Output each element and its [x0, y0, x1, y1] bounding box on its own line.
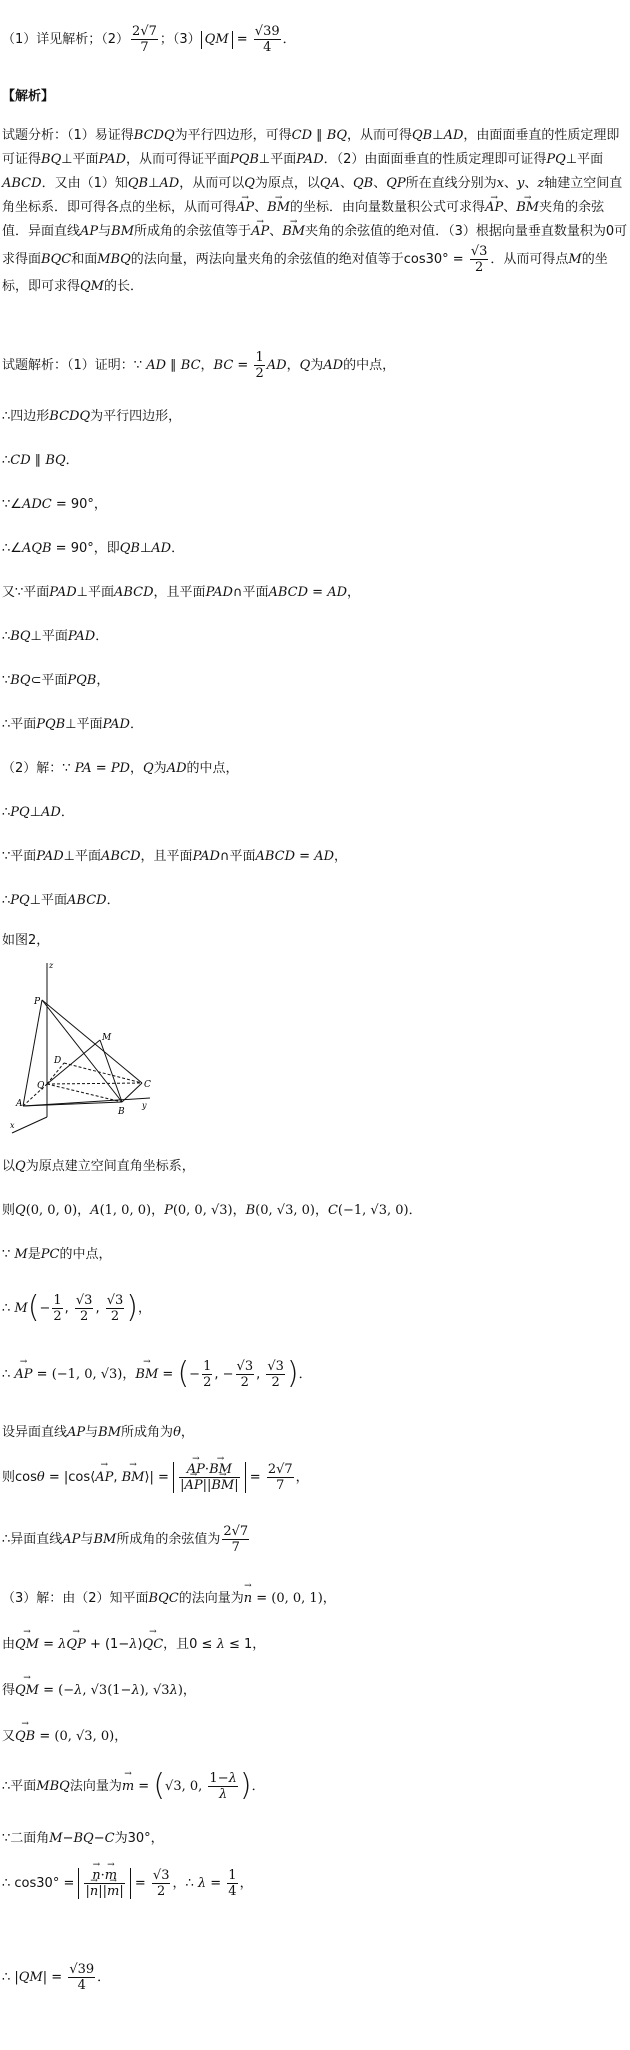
solution-line-27: ∴平面MBQ法向量为→ m = (√3, 0, $\frac{1-\lambda}{\lambda}$ )． [2, 1766, 628, 1807]
label-x: x [10, 1121, 15, 1130]
label-M: M [102, 1033, 112, 1043]
solution-line-26: 又→ QB = (0, √3, 0)， [2, 1728, 628, 1746]
label-P: P [34, 997, 41, 1007]
section-title: 【解析】 [2, 89, 55, 104]
solution-line-18: ∴ M(− $\frac{1}{2}$ , $\frac{√3}{2}$ , $\frac{√3}{2}$ )， [2, 1290, 152, 1325]
solution-line-2: ∴四边形BCDQ为平行四边形， [2, 409, 182, 424]
solution-line-1: 试题解析：（1）证明：∵ AD ∥ BC，BC = $\frac{1}{2}$ AD，Q为AD的中点， [2, 350, 396, 381]
solution-line-15: 以Q为原点建立空间直角坐标系， [2, 1159, 195, 1174]
solution-line-28: ∵二面角M−BQ−C为30°， [2, 1831, 164, 1846]
label-C: C [144, 1080, 151, 1090]
solution-line-24: 由→ QM = λ→ QP + (1−λ)→ QC，且0 ≤ λ ≤ 1， [2, 1636, 628, 1654]
solution-line-14: 如图2， [2, 933, 50, 948]
solution-line-19: ∴ → AP = (−1, 0, √3)，→ BM = (− $\frac{1}{2}$ , − $\frac{√3}{2}$ , $\frac{√3}{2}$ )． [2, 1354, 628, 1395]
label-A: A [16, 1099, 23, 1109]
label-D: D [54, 1056, 62, 1066]
solution-line-9: ∴平面PQB⊥平面PAD． [2, 717, 143, 732]
solution-line-10: （2）解：∵ PA = PD，Q为AD的中点， [2, 761, 239, 776]
solution-line-22: ∴异面直线AP与BM所成角的余弦值为 $\frac{2√7}{7}$ [2, 1524, 249, 1555]
solution-line-12: ∵平面PAD⊥平面ABCD，且平面PAD∩平面ABCD = AD， [2, 849, 348, 864]
solution-line-7: ∴BQ⊥平面PAD． [2, 629, 109, 644]
solution-line-4: ∵∠ADC = 90°， [2, 497, 107, 512]
answer-line: （1）详见解析；（2） $\frac{2√7}{7}$ ；（3） QM = $\frac{√39}{4}$ ． [2, 24, 296, 55]
label-B: B [118, 1107, 125, 1117]
solution-line-8: ∵BQ⊂平面PQB， [2, 673, 110, 688]
solution-line-20: 设异面直线AP与BM所成角为θ， [2, 1425, 194, 1440]
solution-line-13: ∴PQ⊥平面ABCD． [2, 893, 120, 908]
analysis-paragraph: 试题分析：（1）易证得BCDQ为平行四边形，可得CD ∥ BQ，从而可得QB⊥AD，由面面垂直的性质定理即可证得BQ⊥平面PAD，从而可得证平面PQB⊥平面PAD．（2）由面面垂直的性质定理即可证得PQ⊥平面ABCD．又由（1）知QB⊥AD，从而可以Q为原点，以QA、QB、QP所在直线分别为x、y、z轴建立空间直角坐标系．即可得各点的坐标，从而可得→ AP、→ BM的坐标．由向量数量积公式可求得→ AP、→ BM夹角的余弦值．异面直线AP与BM所成角的余弦值等于→ AP、→ BM夹角的余弦值的绝对值．（3）根据向量垂直数量积为0可求得面BQC和面MBQ的法向量，两法向量夹角的余弦值的绝对值等于cos30° = $\frac{√3}{2}$ ．从而可得点M的坐标，即可求得QM的长． [2, 124, 628, 299]
solution-line-25: 得→ QM = (−λ, √3(1−λ), √3λ)， [2, 1682, 628, 1700]
solution-line-29: ∴ cos30° = → $\frac{n\cdot\to m}{|\to n||\to m|}$ = $\frac{√3}{2}$ ，∴ λ = $\frac{1}{4}$ ， [2, 1868, 628, 1899]
solution-line-23: （3）解：由（2）知平面BQC的法向量为→ n = (0, 0, 1)， [2, 1590, 628, 1608]
solution-label: 试题解析： [2, 358, 68, 373]
solution-line-6: 又∵平面PAD⊥平面ABCD，且平面PAD∩平面ABCD = AD， [2, 585, 361, 600]
solution-line-21: 则cosθ = |cos⟨→ AP, → BM⟩| = → $\frac{AP\cdot\to BM}{|\to AP||\to BM|}$ = $\frac{2√7}{7}$ ， [2, 1462, 628, 1493]
solution-line-17: ∵ M是PC的中点， [2, 1247, 112, 1262]
analysis-label: 试题分析： [2, 128, 68, 143]
solution-line-5: ∴∠AQB = 90°，即QB⊥AD． [2, 541, 185, 556]
solution-line-16: 则Q(0, 0, 0)，A(1, 0, 0)，P(0, 0, √3)，B(0, √3, 0)，C(−1, √3, 0)． [2, 1203, 422, 1218]
label-Q: Q [37, 1081, 45, 1091]
solution-line-11: ∴PQ⊥AD． [2, 805, 74, 820]
solution-line-30: ∴ |QM| = $\frac{√39}{4}$ ． [2, 1962, 111, 1993]
label-z: z [49, 961, 54, 970]
label-y: y [142, 1101, 147, 1110]
solution-line-3: ∴CD ∥ BQ． [2, 453, 79, 468]
figure-tetrahedron [2, 958, 150, 1130]
